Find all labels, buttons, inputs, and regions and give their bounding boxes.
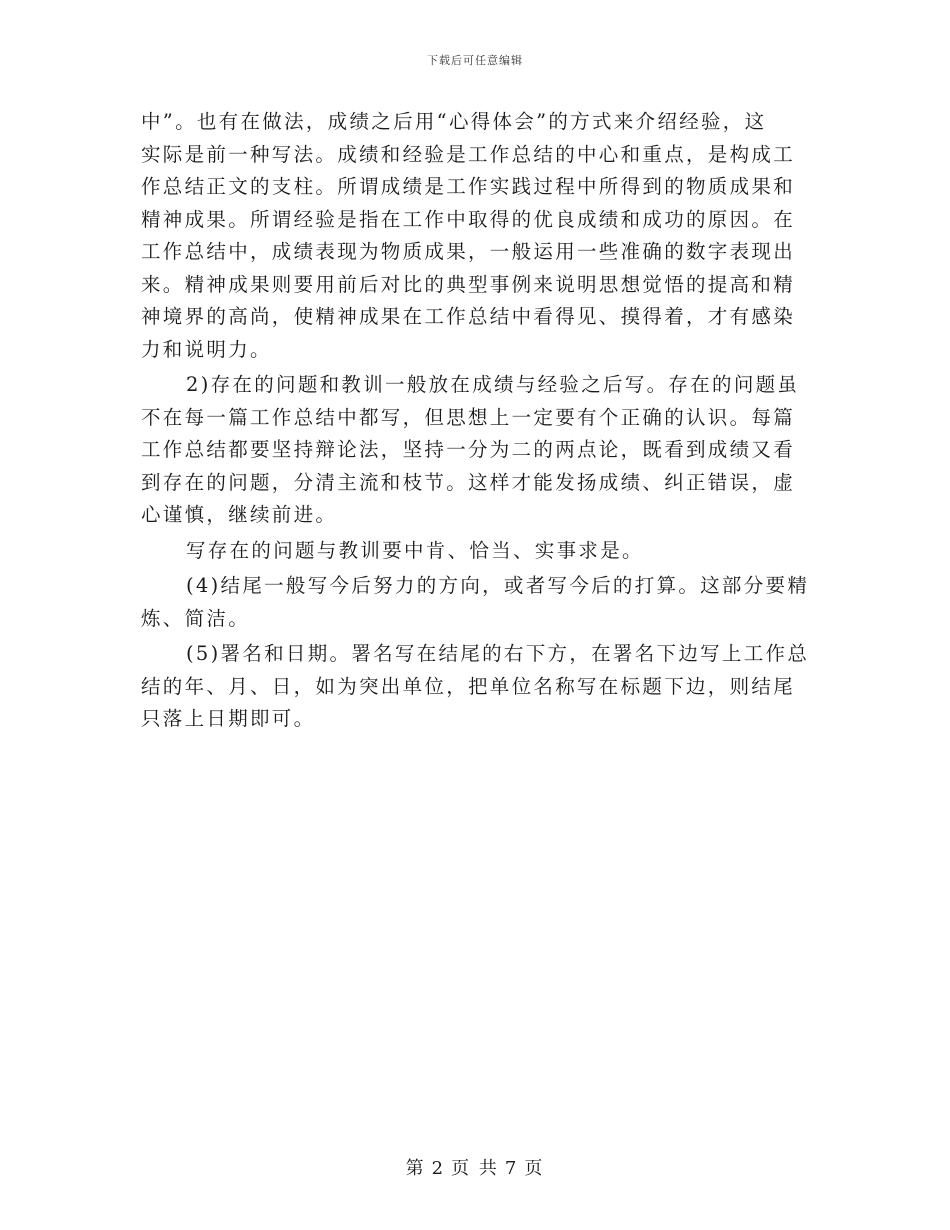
paragraph-lessons: [141, 535, 811, 568]
footer-middle: 页 共: [451, 1158, 499, 1179]
page-number-footer: [0, 1154, 950, 1180]
current-page-number: 2: [431, 1158, 446, 1179]
text-line: 来。精神成果则要用前后对比的典型事例来说明思想觉悟的提高和精: [141, 272, 796, 296]
text-line: 工作总结都要坚持辩论法，坚持一分为二的两点论，既看到成绩又看: [141, 438, 796, 461]
text-line: 2)存在的问题和教训一般放在成绩与经验之后写。存在的问题虽: [186, 373, 800, 396]
text-line: 神境界的高尚，使精神成果在工作总结中看得见、摸得着，才有感染: [141, 305, 796, 328]
page-header: 下载后可任意编辑: [427, 54, 523, 67]
text-line: 心谨慎，继续前进。: [141, 503, 338, 526]
text-line: 不在每一篇工作总结中都写，但思想上一定要有个正确的认识。每篇: [141, 405, 796, 429]
text-line: 中”。也有在做法，成绩之后用“心得体会”的方式来介绍经验，这: [141, 110, 767, 133]
text-line: 作总结正文的支柱。所谓成绩是工作实践过程中所得到的物质成果和: [141, 175, 796, 198]
document-body: [141, 106, 811, 739]
text-line: 工作总结中，成绩表现为物质成果，一般运用一些准确的数字表现出: [141, 240, 796, 263]
text-line: 精神成果。所谓经验是指在工作中取得的优良成绩和成功的原因。在: [141, 207, 796, 231]
paragraph-achievements: [141, 106, 811, 366]
text-line: 实际是前一种写法。成绩和经验是工作总结的中心和重点，是构成工: [141, 142, 796, 166]
footer-suffix: 页: [524, 1158, 545, 1179]
footer-prefix: 第: [405, 1158, 426, 1179]
paragraph-problems: [141, 369, 811, 532]
text-line: 结的年、月、日，如为突出单位，把单位名称写在标题下边，则结尾: [141, 674, 796, 698]
text-line: 力和说明力。: [141, 337, 272, 361]
text-line: 炼、简洁。: [141, 606, 251, 630]
text-line: (4)结尾一般写今后努力的方向，或者写今后的打算。这部分要精: [186, 574, 810, 597]
total-pages-number: 7: [504, 1158, 519, 1179]
paragraph-signature: [141, 638, 811, 736]
paragraph-ending: [141, 570, 811, 635]
text-line: (5)署名和日期。署名写在结尾的右下方，在署名下边写上工作总: [186, 642, 810, 665]
text-line: 只落上日期即可。: [141, 707, 316, 730]
text-line: 到存在的问题，分清主流和枝节。这样才能发扬成绩、纠正错误，虚: [141, 470, 796, 494]
text-line: 写存在的问题与教训要中肯、恰当、实事求是。: [186, 538, 644, 562]
